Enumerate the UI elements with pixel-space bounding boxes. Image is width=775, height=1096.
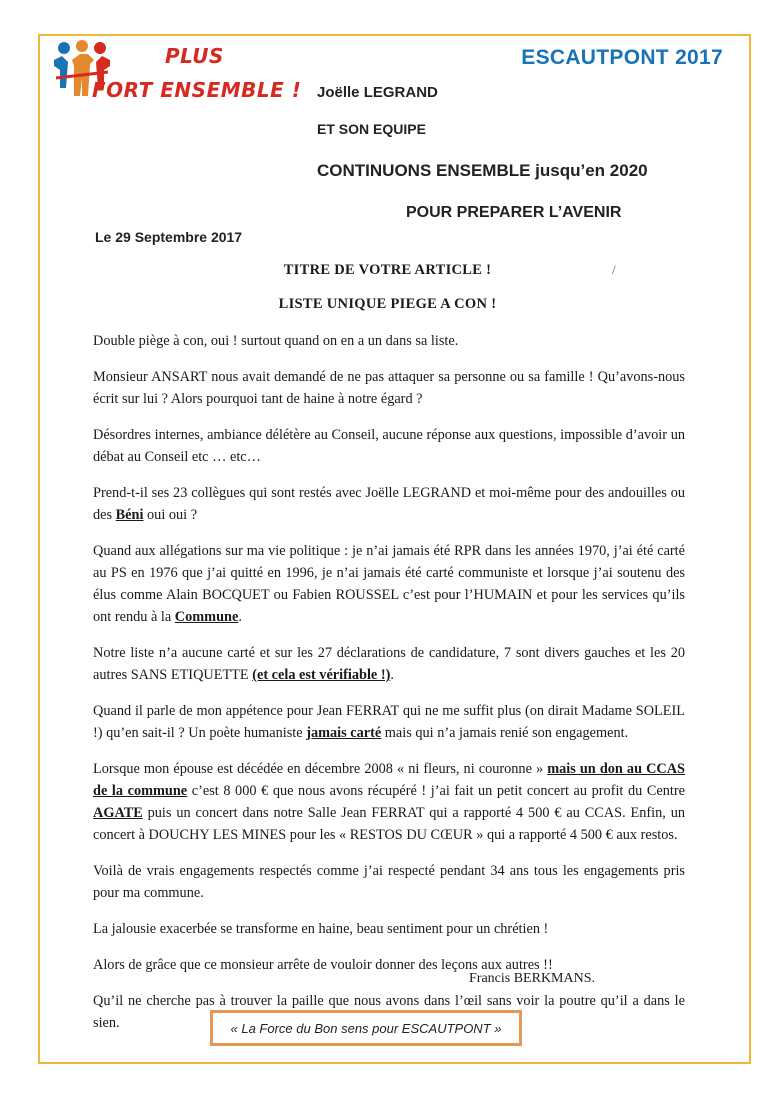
underlined-text: (et cela est vérifiable !) bbox=[252, 667, 391, 683]
article-title-1: TITRE DE VOTRE ARTICLE ! bbox=[283, 262, 492, 278]
paragraph-4: Prend-t-il ses 23 collègues qui sont restés avec Joëlle LEGRAND et moi-même pour des andouilles ou des Béni oui oui ? bbox=[93, 485, 685, 523]
pen-mark: / bbox=[612, 262, 616, 277]
logo-plus-text: PLUS bbox=[165, 44, 224, 68]
signature: Francis BERKMANS. bbox=[469, 971, 596, 986]
article-title-2: LISTE UNIQUE PIEGE A CON ! bbox=[278, 296, 497, 312]
footer-motto bbox=[210, 1010, 522, 1046]
logo-fort-ensemble-text: FORT ENSEMBLE ! bbox=[92, 78, 302, 102]
paragraph-3: Désordres internes, ambiance délétère au Conseil, aucune réponse aux questions, impossible d’avoir un débat au Conseil etc … etc… bbox=[93, 427, 685, 465]
paragraph-7: Quand il parle de mon appétence pour Jean FERRAT qui ne me suffit plus (on dirait Madame SOLEIL !) qu’en sait-il ? Un poète humaniste jamais carté mais qui n’a jamais renié son engagement. bbox=[93, 703, 685, 741]
underlined-text: Commune bbox=[174, 609, 239, 625]
underlined-text: Béni bbox=[115, 507, 144, 523]
header-line-2: ET SON EQUIPE bbox=[317, 121, 426, 137]
underlined-text: mais un don au CCAS de la commune bbox=[93, 761, 686, 799]
letter-date: Le 29 Septembre 2017 bbox=[95, 229, 243, 245]
paragraph-12: Qu’il ne cherche pas à trouver la paille que nous avons dans l’œil sans voir la poutre qu’il a dans le sien. bbox=[93, 993, 685, 1031]
paragraph-8: Lorsque mon épouse est décédée en décembre 2008 « ni fleurs, ni couronne » mais un don au CCAS de la commune c’est 8 000 € que nous avons récupéré ! j’ai fait un petit concert au profit du Centre AGATE puis un concert dans notre Salle Jean FERRAT qui a rapporté 4 500 € au CCAS. Enfin, un concert à DOUCHY LES MINES pour les « RESTOS DU CŒUR » qui a rapporté 4 500 € aux restos. bbox=[93, 761, 686, 843]
paragraph-11: Alors de grâce que ce monsieur arrête de vouloir donner des leçons aux autres !! bbox=[93, 957, 553, 973]
paragraph-10: La jalousie exacerbée se transforme en haine, beau sentiment pour un chrétien ! bbox=[93, 921, 549, 937]
footer-motto-text: « La Force du Bon sens pour ESCAUTPONT » bbox=[230, 1020, 502, 1036]
header-line-1: Joëlle LEGRAND bbox=[317, 84, 438, 101]
header-line-4: POUR PREPARER L’AVENIR bbox=[406, 204, 622, 221]
paragraph-6: Notre liste n’a aucune carté et sur les 27 déclarations de candidature, 7 sont divers gauches et les 20 autres SANS ETIQUETTE (et cela est vérifiable !). bbox=[93, 645, 685, 683]
brand-title: ESCAUTPONT 2017 bbox=[521, 46, 723, 69]
paragraph-9: Voilà de vrais engagements respectés comme j’ai respecté pendant 34 ans tous les engagements pris pour ma commune. bbox=[93, 863, 685, 901]
underlined-text: AGATE bbox=[93, 805, 143, 821]
paragraph-2: Monsieur ANSART nous avait demandé de ne pas attaquer sa personne ou sa famille ! Qu’avons-nous écrit sur lui ? Alors pourquoi tant de haine à notre égard ? bbox=[93, 369, 685, 407]
underlined-text: jamais carté bbox=[306, 725, 382, 741]
paragraph-1: Double piège à con, oui ! surtout quand on en a un dans sa liste. bbox=[93, 333, 459, 349]
paragraph-5: Quand aux allégations sur ma vie politique : je n’ai jamais été RPR dans les années 1970, j’ai été carté au PS en 1976 que j’ai quitté en 1996, je n’ai jamais été carté communiste et lorsque j’ai soutenu des élus comme Alain BOCQUET ou Fabien ROUSSEL c’est pour l’HUMAIN et pour les services qu’ils ont rendu à la Commune. bbox=[93, 543, 685, 625]
header-line-3: CONTINUONS ENSEMBLE jusqu’en 2020 bbox=[317, 161, 648, 180]
letter-body bbox=[93, 330, 685, 1048]
